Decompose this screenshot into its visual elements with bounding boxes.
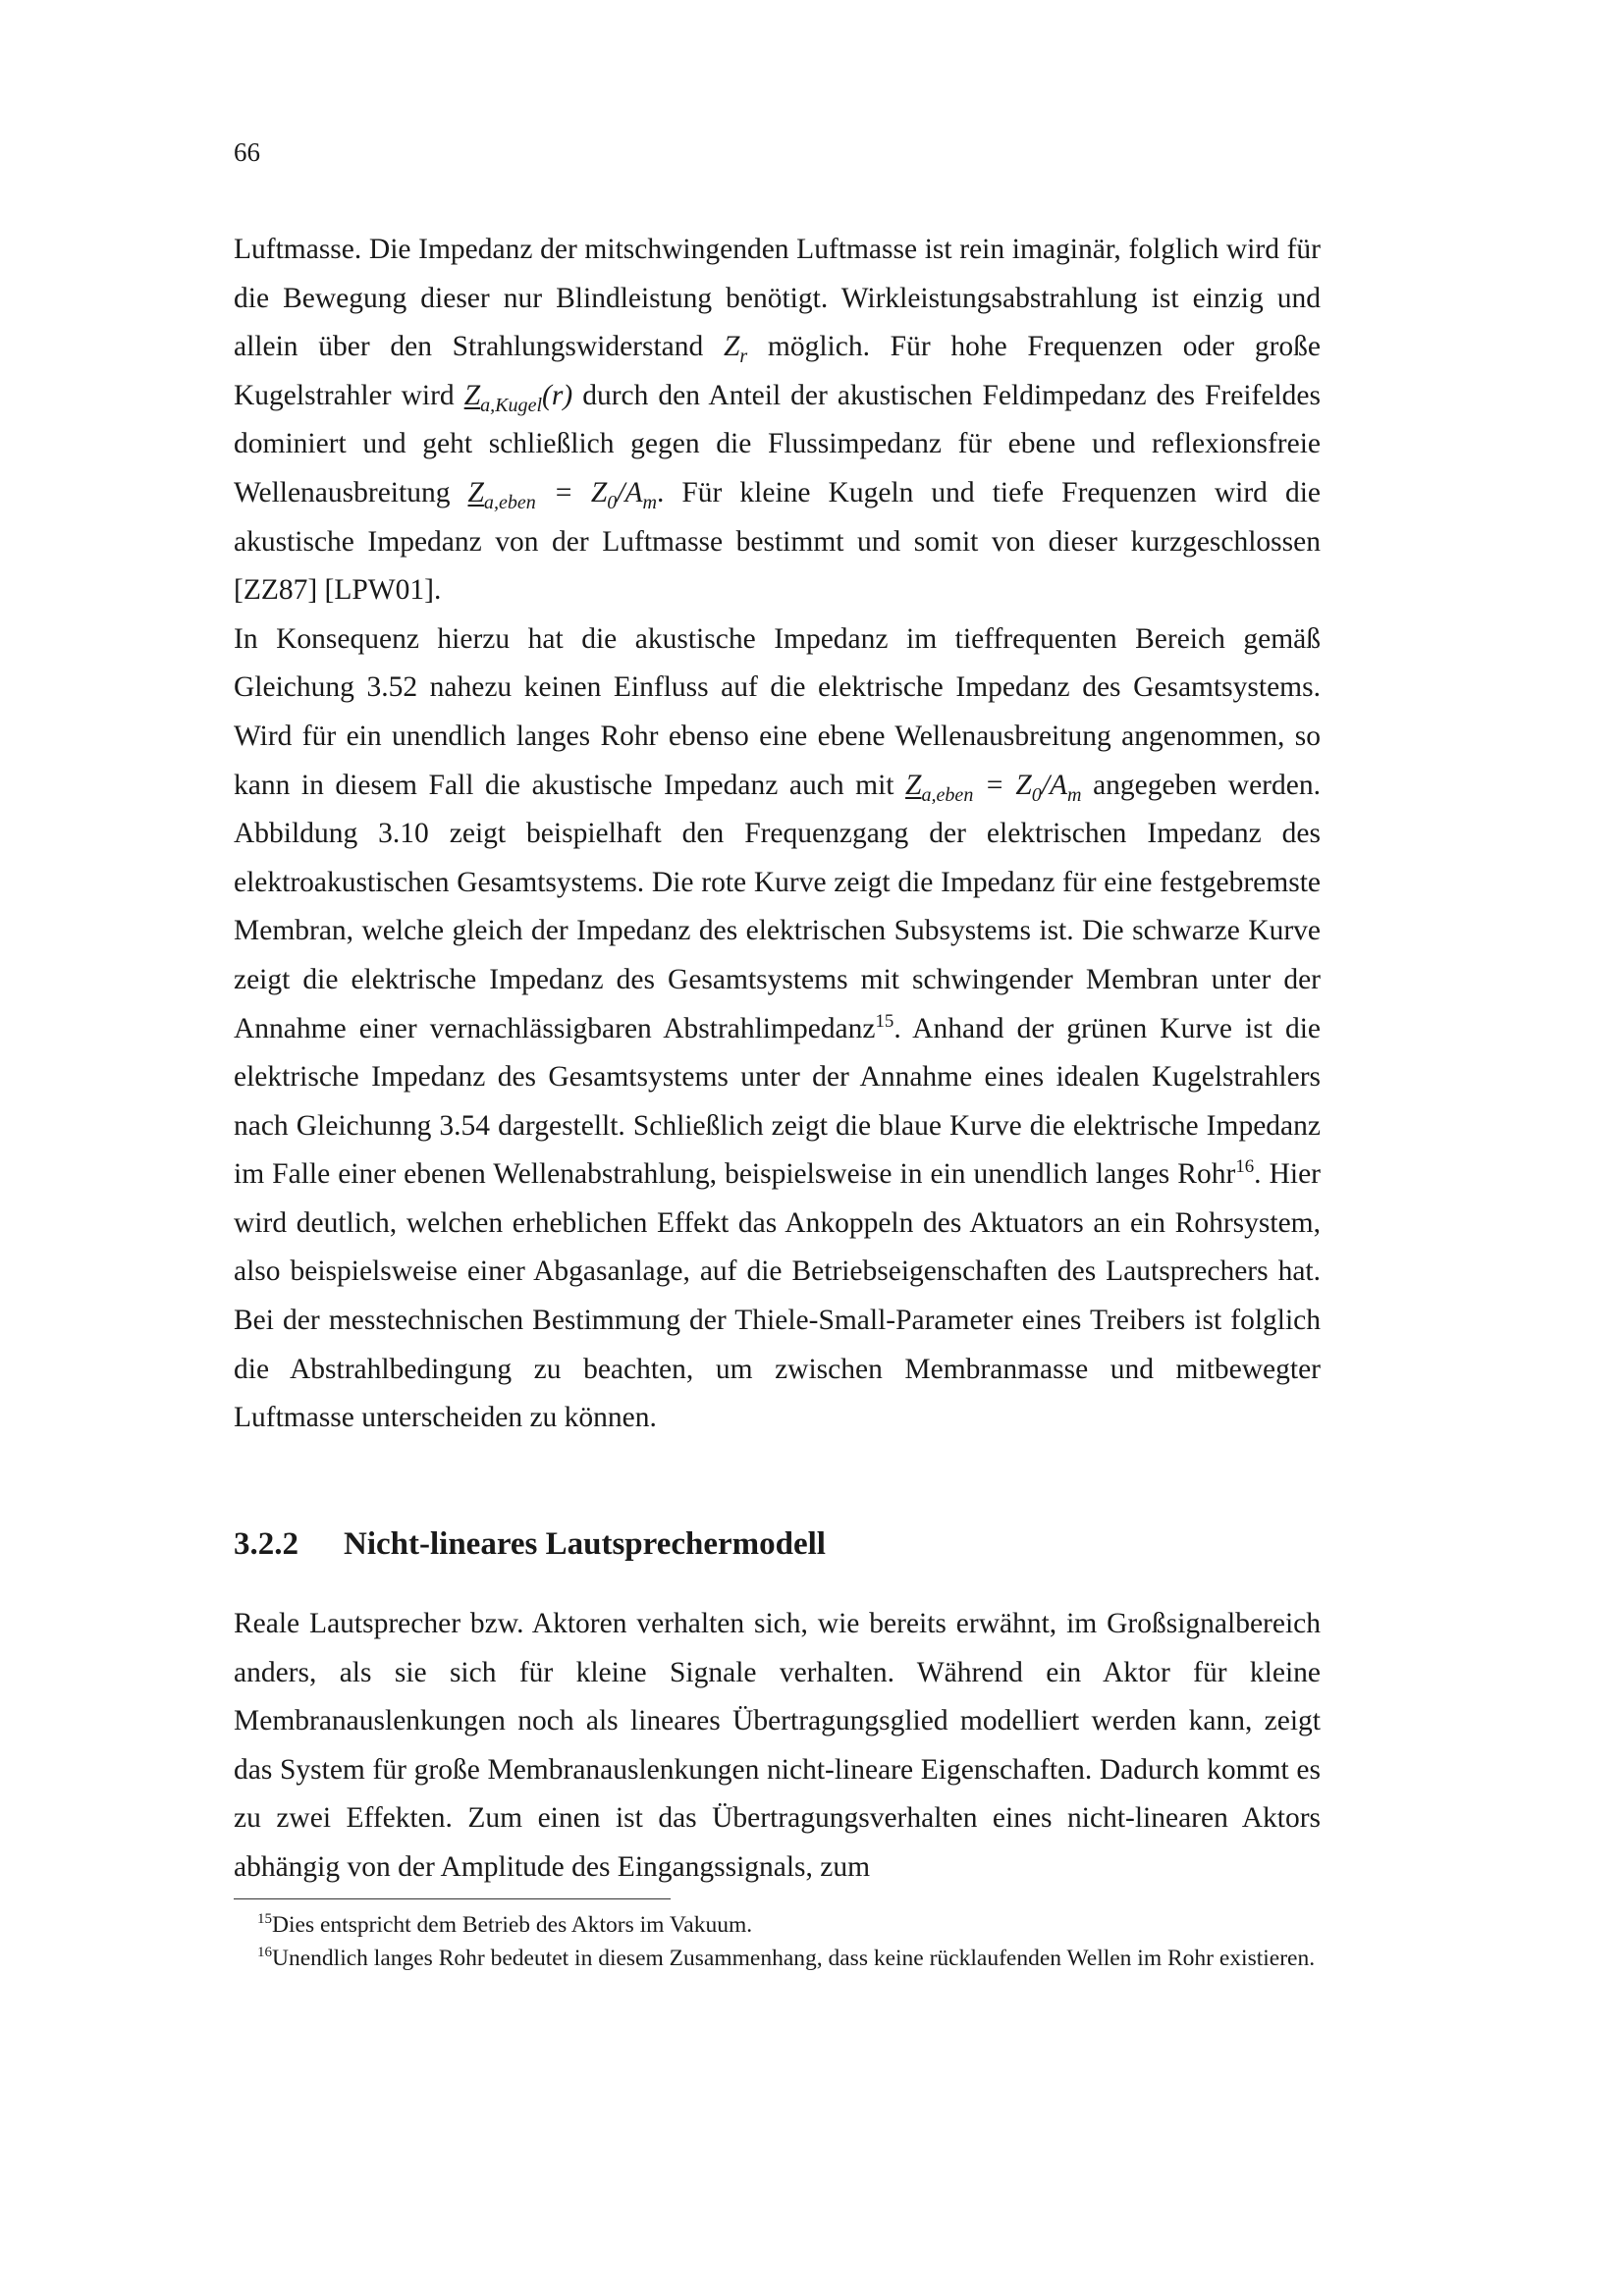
math-za-kugel: $Z_{a,Kugel}(r)$ [463,379,573,416]
math-za-eben: $Z_{a,eben} = Z_0/A_m$ [467,476,657,513]
footnote-ref-15[interactable]: 15 [875,1010,894,1032]
math-za-eben: $Z_{a,eben} = Z_0/A_m$ [905,769,1082,806]
text-run: . Für kleine Kugeln und tiefe Frequenzen wird die akustische Impedanz von der Luftmasse bestimmt und somit von dieser kurzgeschlossen [ZZ87] [LPW01]. [234,476,1321,607]
text-run: In Konsequenz hierzu hat die akustische Impedanz im tieffrequenten Bereich gemäß Gleichung 3.52 nahezu keinen Einfluss auf die elektrische Impedanz des Gesamtsystems. Wird für ein unendlich langes Rohr ebenso eine ebene Wellenausbreitung angenommen, so kann in diesem Fall die akustische Impedanz auch mit [234,622,1321,801]
text-run: . Hier wird deutlich, welchen erheblichen Effekt das Ankoppeln des Aktuators an ein Rohrsystem, also beispielsweise einer Abgasanlage, auf die Betriebseigenschaften des Lautsprechers hat. Bei der messtechnischen Bestimmung der Thiele-Small-Parameter eines Treibers ist folglich die Abstrahlbedingung zu beachten, um zwischen Membranmasse und mitbewegter Luftmasse unterscheiden zu können. [234,1158,1321,1434]
footnote-mark: 16 [257,1945,273,1961]
footnote-text: Dies entspricht dem Betrieb des Aktors im Vakuum. [272,1912,753,1938]
body-text [234,226,1321,1443]
footnote-ref-16[interactable]: 16 [1235,1156,1255,1178]
math-zr: $Z_r$ [723,331,748,368]
text-run: möglich. Für hohe Frequenzen oder große Kugelstrahler wird [234,331,1321,411]
page-number: 66 [234,137,260,167]
paragraph-2 [234,615,1321,1443]
section-title: Nicht-lineares Lautsprechermodell [344,1526,826,1562]
paragraph-1 [234,226,1321,615]
footnote-mark: 15 [257,1911,273,1928]
section-number: 3.2.2 [234,1526,298,1562]
paragraph-3: Reale Lautsprecher bzw. Aktoren verhalten sich, wie bereits erwähnt, im Großsignalbereich anders, als sie sich für kleine Signale verhalten. Während ein Aktor für kleine Membranauslenkungen noch als lineares Übertragungsglied modelliert werden kann, zeigt das System für große Membranauslenkungen nicht-lineare Eigenschaften. Dadurch kommt es zu zwei Effekten. Zum einen ist das Übertragungsverhalten eines nicht-linearen Aktors abhängig von der Amplitude des Eingangssignals, zum [234,1608,1321,1883]
text-run: angegeben werden. Abbildung 3.10 zeigt beispielhaft den Frequenzgang der elektrischen Impedanz des elektroakustischen Gesamtsystems. Die rote Kurve zeigt die Impedanz für eine festgebremste Membran, welche gleich der Impedanz des elektrischen Subsystems ist. Die schwarze Kurve zeigt die elektrische Impedanz des Gesamtsystems mit schwingender Membran unter der Annahme einer vernachlässigbaren Abstrahlimpedanz [234,769,1321,1044]
text-run: . Anhand der grünen Kurve ist die elektrische Impedanz des Gesamtsystems unter der Annahme eines idealen Kugelstrahlers nach Gleichunng 3.54 dargestellt. Schließlich zeigt die blaue Kurve die elektrische Impedanz im Falle einer ebenen Wellenabstrahlung, beispielsweise in ein unendlich langes Rohr [234,1012,1321,1191]
section-body [234,1600,1321,1893]
text-run: durch den Anteil der akustischen Feldimpedanz des Freifeldes dominiert und geht schließlich gegen die Flussimpedanz für ebene und reflexionsfreie Wellenausbreitung [234,379,1321,508]
footnote-text: Unendlich langes Rohr bedeutet in diesem Zusammenhang, dass keine rücklaufenden Wellen im Rohr existieren. [272,1946,1316,1971]
footnote-rule [234,1898,671,1899]
footnotes [234,1908,1321,1975]
footnote-15 [234,1908,1321,1942]
section-heading [234,1526,1321,1563]
footnote-16 [234,1942,1321,1975]
text-run: Luftmasse. Die Impedanz der mitschwingenden Luftmasse ist rein imaginär, folglich wird für die Bewegung dieser nur Blindleistung benötigt. Wirkleistungsabstrahlung ist einzig und allein über den Strahlungswiderstand [234,234,1321,363]
